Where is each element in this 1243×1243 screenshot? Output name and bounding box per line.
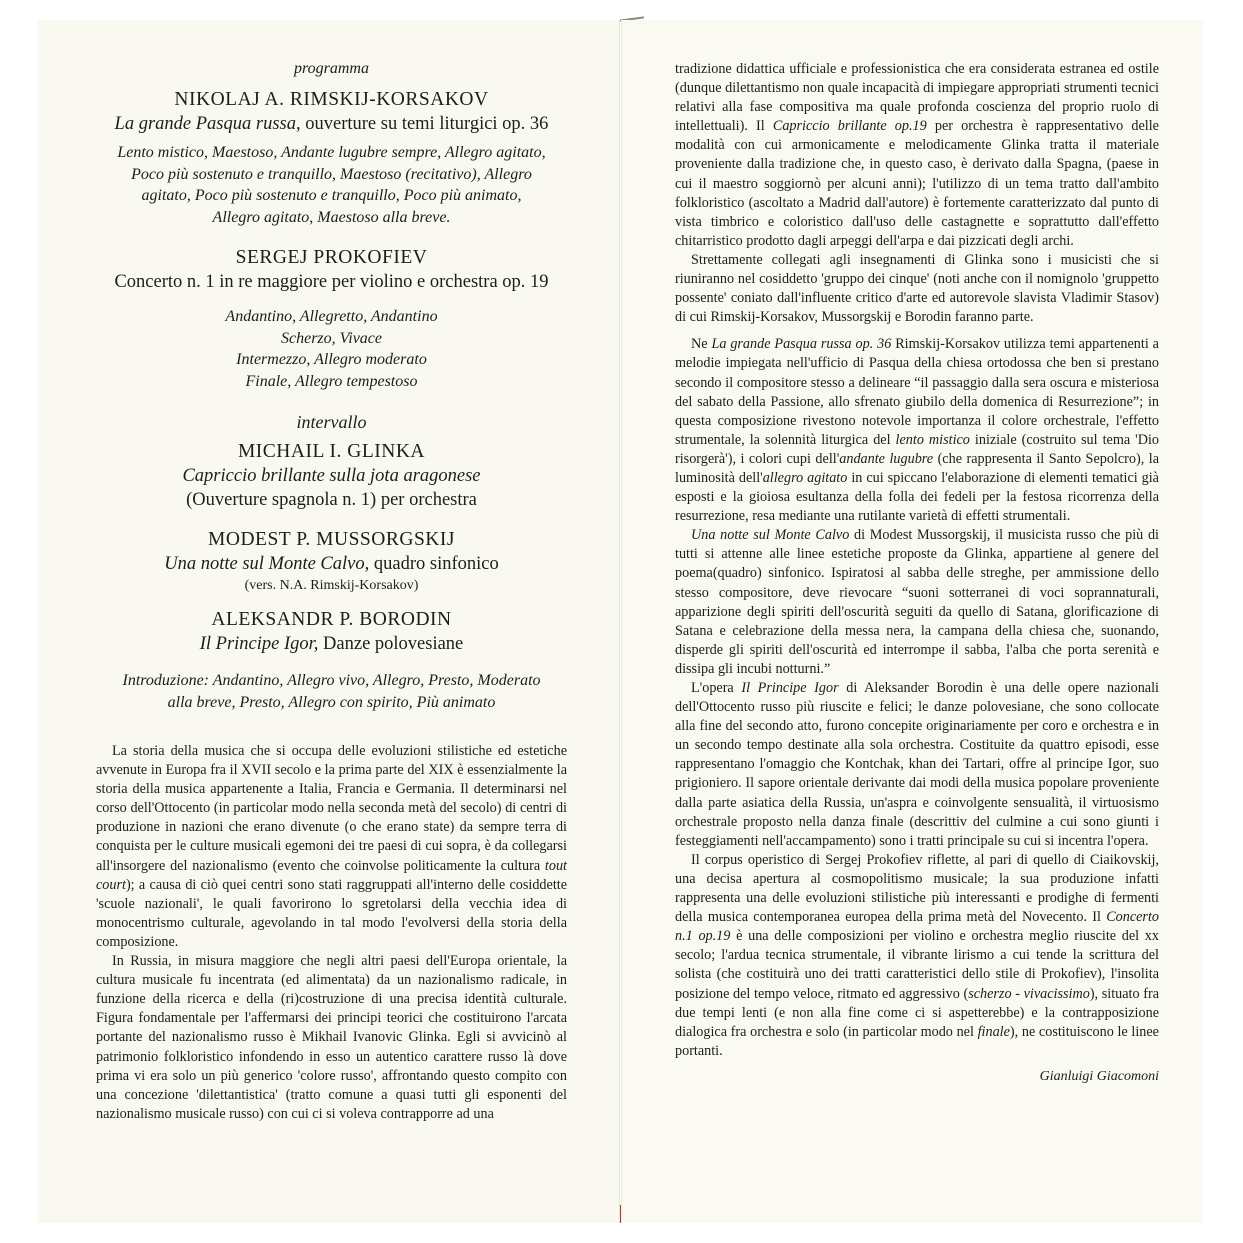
movement-line: Introduzione: Andantino, Allegro vivo, Allegro, Presto, Moderato — [122, 672, 541, 689]
composer-rimskij: NIKOLAJ A. RIMSKIJ-KORSAKOV — [174, 89, 489, 110]
interval-label: intervallo — [296, 412, 367, 432]
movement-line: Lento mistico, Maestoso, Andante lugubre sempre, Allegro agitato, — [117, 144, 546, 161]
left-page — [38, 20, 620, 1223]
work-prokofiev: Concerto n. 1 in re maggiore per violino e orchestra op. 19 — [114, 272, 549, 292]
essay-paragraph: Ne La grande Pasqua russa op. 36 Rimskij-Korsakov utilizza temi appartenenti a melodie impiegata nell'ufficio di Pasqua della chiesa ortodossa che ben si prestano secondo il compositore stesso a delineare “il passaggio dalla sera oscura e misteriosa del sabato della Passione, allo sfrenato giubilo della domenica di Resurrezione”; in questa composizione rivestono notevole importanza il colore orchestrale, l'effetto strumentale, la solennità liturgica del lento mistico iniziale (costruito sul tema 'Dio risorgerà'), i colori cupi dell'andante lugubre (che rappresenta il Santo Sepolcro), la luminosità dell'allegro agitato in cui spiccano l'elaborazione di elementi tematici già esposti e la gioiosa esultanza della folla dei fedeli per la festosa ricorrenza della resurrezione, resa mediante una rutilante varietà di effetti strumentali. — [675, 336, 1159, 525]
movement-line: Allegro agitato, Maestoso alla breve. — [212, 208, 451, 226]
author-signature: Gianluigi Giacomoni — [1039, 1068, 1159, 1084]
movement-line: alla breve, Presto, Allegro con spirito, Più animato — [167, 693, 496, 711]
work-title: Il Principe Igor, — [199, 634, 319, 654]
work-title: Una notte sul Monte Calvo — [164, 554, 365, 574]
movement-line: agitato, Poco più sostenuto e tranquillo, Poco più animato, — [141, 187, 522, 204]
work-mussorgskij — [96, 552, 567, 576]
movement-line: Andantino, Allegretto, Andantino — [225, 308, 438, 325]
movement-line: Scherzo, Vivace — [281, 329, 382, 347]
work-rest: , quadro sinfonico — [364, 554, 499, 574]
program-section — [96, 60, 567, 713]
essay-paragraph: Strettamente collegati agli insegnamenti di Glinka sono i musicisti che si riuniranno nel cosiddetto 'gruppo dei cinque' (noti anche con il nomignolo 'gruppetto possente' coniato dall'influente critico d'arte ed autorevole slavista Vladimir Stasov) di cui Rimskij-Korsakov, Mussorgskij e Borodin faranno parte. — [675, 251, 1159, 326]
essay-paragraph: Una notte sul Monte Calvo di Modest Mussorgskij, il musicista russo che più di tutti si attenne alle linee estetiche proposte da Glinka, appartiene al genere del poema(quadro) sinfonico. Ispiratosi al sabba delle streghe, per ammissione dello stesso compositore, deve rievocare “suoni sotterranei di voci soprannaturali, apparizione degli spiriti dell'oscurità seguiti da quello di Satana, glorificazione di Satana e celebrazione della messa nera, la campana della chiesa che, suonando, disperde gli spiriti dell'oscurità ed interrompe il sabba, l'alba che porta serenità e dissipa gli incubi notturni.” — [675, 527, 1159, 677]
essay-paragraph: La storia della musica che si occupa delle evoluzioni stilistiche ed estetiche avvenute in Europa fra il XVII secolo e la prima parte del XIX è essenzialmente la storia della musica appartenente a Italia, Francia e Germania. Il determinarsi nel corso dell'Ottocento (in particolar modo nella seconda metà del secolo) di centri di produzione in nazioni che erano divenute (o che erano state) da sempre terra di conquista per le culture musicali egemoni dei tre paesi di cui sopra, è da collegarsi all'insorgere del nazionalismo (evento che coinvolse politicamente la cultura tout court); a causa di ciò quei centri sono stati raggruppati all'interno delle cosiddette 'scuole nazionali', le quali favorirono lo sgretolarsi della vecchia idea di monocentrismo culturale, agevolando in tal modo l'evolversi della storia della composizione. — [96, 743, 567, 950]
essay-paragraph: L'opera Il Principe Igor di Aleksander Borodin è una delle opere nazionali dell'Ottocento russo più riuscite e felici; le danze polovesiane, che sono collocate alla fine del secondo atto, furono concepite originariamente per coro e orchestra e in un secondo tempo destinate alla sola orchestra. Costituite da quattro episodi, esse rappresentano l'omaggio che Kontchak, khan dei Tartari, offre al principe Igor, suo prigioniero. Il sapore orientale derivante dai modi della musica popolare proveniente dalla parte asiatica della Russia, un'aspra e coinvolgente sensualità, il virtuosismo orchestrale proposto nella danza finale (descrittiv del culmine a cui sono giunti i festeggiamenti nell'accampamento) sono i tratti principale su cui si incentra l'opera. — [675, 680, 1159, 849]
movement-line: Poco più sostenuto e tranquillo, Maestoso (recitativo), Allegro — [131, 165, 532, 183]
composer-mussorgskij: MODEST P. MUSSORGSKIJ — [208, 529, 455, 550]
movement-line: Intermezzo, Allegro moderato — [236, 351, 427, 368]
movements-borodin — [96, 670, 567, 713]
work-title: Capriccio brillante sulla jota aragonese — [182, 466, 481, 486]
work-borodin — [96, 632, 567, 656]
composer-borodin: ALEKSANDR P. BORODIN — [211, 609, 452, 630]
work-rest: Danze polovesiane — [318, 634, 464, 654]
essay-paragraph: Il corpus operistico di Sergej Prokofiev riflette, al pari di quello di Ciaikovskij, una decisa apertura al cosmopolitismo musicale; la sua produzione infatti rappresenta una delle evoluzioni stilistiche più interessanti e prodighe di fermenti della musica contemporanea europea della prima metà del Novecento. Il Concerto n.1 op.19 è una delle composizioni per violino e orchestra meglio riuscite del xx secolo; l'ardua tecnica strumentale, il vibrante lirismo a cui tende la scrittura del solista (che costituirà uno dei tratti caratteristici dello stile di Prokofiev), l'insolita posizione del tempo veloce, ritmato ed aggressivo (scherzo - vivacissimo), situato fra due tempi lenti (e non alla fine come ci si aspetterebbe) e la contrapposizione dialogica fra orchestra e solo (in particolar modo nel finale), ne costituiscono le linee portanti. — [675, 851, 1159, 1059]
work-rest: , ouverture su temi liturgici op. 36 — [295, 114, 549, 134]
movements-prokofiev — [96, 306, 567, 392]
program-heading: programma — [294, 60, 369, 77]
movement-line: Finale, Allegro tempestoso — [245, 372, 418, 390]
work-glinka-subtitle: (Ouverture spagnola n. 1) per orchestra — [186, 490, 477, 510]
movements-rimskij — [96, 142, 567, 228]
composer-prokofiev: SERGEJ PROKOFIEV — [235, 247, 428, 268]
composer-glinka: MICHAIL I. GLINKA — [237, 441, 426, 462]
work-title: La grande Pasqua russa — [114, 114, 296, 134]
work-rimskij — [96, 112, 567, 136]
essay-left — [96, 742, 567, 1124]
essay-paragraph: In Russia, in misura maggiore che negli altri paesi dell'Europa orientale, la cultura musicale fu incentrata (ed alimentata) da un nazionalismo radicale, in funzione della ricerca e della (ri)costruzione di una precisa identità culturale. Figura fondamentale per l'affermarsi dei principi teorici che costituirono l'arcata portante del nazionalismo russo è Mikhail Ivanovic Glinka. Egli si avvicinò al patrimonio folkloristico infondendo in esso un autentico carattere russo là dove prima vi era solo un più generico 'colore russo', affrontando questo compito con una concezione 'dilettantistica' (tratto comune a quasi tutti gli esponenti del nazionalismo musicale russo) con cui ci si voleva contrapporre ad una — [96, 953, 567, 1122]
work-glinka-title — [96, 464, 567, 488]
essay-right — [675, 60, 1159, 1061]
version-note: (vers. N.A. Rimskij-Korsakov) — [244, 578, 419, 593]
essay-paragraph: tradizione didattica ufficiale e professionistica che era considerata estranea ed ostile (dunque dilettantismo non quale incapacità di impiegare appropriati strumenti tecnici relativi alla fase compositiva ma quale profonda coscienza del proprio ruolo di intellettuali). Il Capriccio brillante op.19 per orchestra è rappresentativo delle modalità con cui armonicamente e melodicamente Glinka tratta il materiale proveniente dalla tradizione che, in questo caso, è derivato dalla Spagna, (paese in cui il maestro soggiornò per alcuni anni); l'utilizzo di un tema tratto dall'ambito folkloristico (ascoltato a Madrid dall'autore) è fortemente caratterizzato dal punto di vista timbrico e coloristico dall'uso delle castagnette e soprattutto dall'effetto chitarristico prodotto dagli arpeggi dell'arpa e dai pizzicati degli archi. — [675, 61, 1159, 249]
right-page — [621, 20, 1203, 1223]
